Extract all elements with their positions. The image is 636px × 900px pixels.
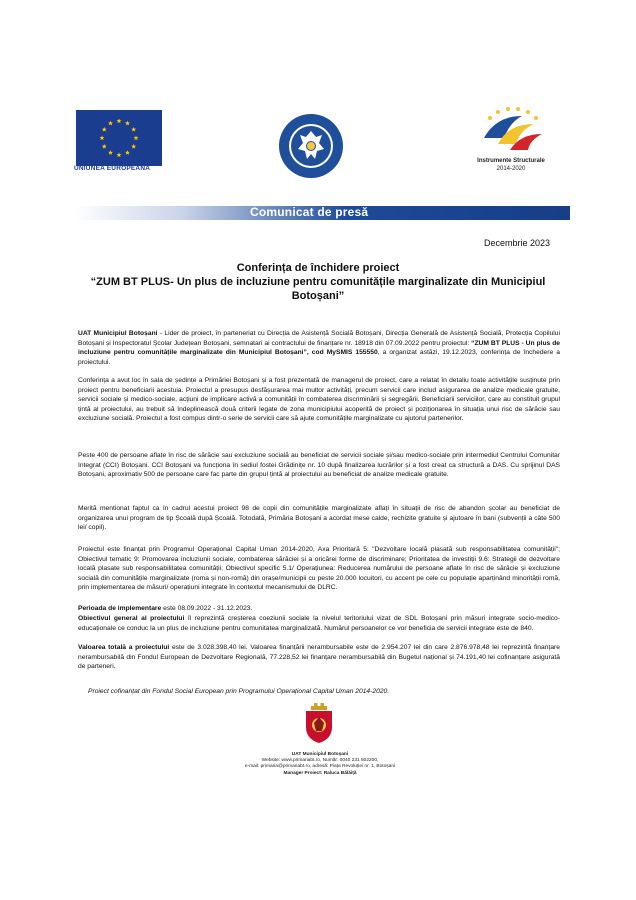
objective-label: Obiectivul general al proiectului [78, 615, 185, 622]
paragraph-period [78, 604, 560, 614]
is-label-years: 2014-2020 [496, 166, 526, 172]
paragraph-funding: Proiectul este finanțat prin Programul Operațional Capital Uman 2014-2020, Axa Prioritară 5: "Dezvoltare locală plasată sub responsabilitatea comunității"; Obiectivul tematic 9: Promovarea incluziunii sociale, combaterea sărăciei și a oricărei forme de discriminare; Prioritatea de investiții 9.6: Strategii de dezvoltare locală plasate sub responsabilitatea comunității; Obiectivul specific 5.1/ Operațiunea: Reducerea numărului de persoane aflate în risc de sărăcie și excluziune socială din comunitățile marginalizate (roma și non-romă) din orașe/municipii cu peste 20.000 locuitori, cu accent pe cele cu populație aparținând minorității romă, prin implementarea de măsuri/ operațiuni integrate în contextul mecanismului de DLRC. [78, 546, 560, 591]
footer-contact [200, 752, 440, 777]
period-text: este 08.09.2022 - 31.12.2023. [161, 605, 253, 612]
footer-line-4: Manager Proiect: Raluca Bălăiță [283, 770, 357, 776]
document-date: Decembrie 2023 [483, 238, 550, 248]
structural-instruments-label [452, 157, 570, 173]
intro-project: “ZUM BT PLUS - Un plus de incluziune pentru comunitățile marginalizate din Municipiul Botoșani”, cod MySMIS 155550 [78, 339, 560, 356]
is-label-text: Instrumente Structurale [477, 158, 545, 164]
paragraph-conference: Conferința a avut loc în sala de ședințe a Primăriei Botoșani și a fost prezentată de managerul de proiect, care a relatat în detaliu toate activitățile susținute prin proiect pentru beneficiarii acestuia. Proiectul a presupus desfășurarea mai multor activități, precum servicii care includ asigurarea de analize medicale gratuite, servicii sociale și medico-sociale, acțiuni de implicare activă a comunității în combaterea discriminării și segregării. Beneficiarii serviciilor, care au constituit grupul țintă al proiectului, au trebuit să îndeplinească două criterii legate de zona municipiului acoperită de proiect și poziționarea în situația unui risc de sărăcie sau excluziune socială. Proiectul a fost compus dintr-o serie de servicii care să ajute comunitățile marginalizate cu ajutorul partenerilor. [78, 377, 560, 422]
value-text: este de 3.028.398,40 lei. Valoarea finanțării nerambursabile este de 2.954.207 lei din care 2.876.978,48 lei reprezintă finanțare nerambursabilă din Fondul European de Dezvoltare Regională, 77.228,52 lei finanțare nerambursabilă din Bugetul național și 74.191,40 lei cofinanțare asigurată de parteneri. [78, 644, 560, 670]
paragraph-children: Merită mentionat faptul ca în cadrul acestui proiect 98 de copii din comunitățile marginalizate aflați în situații de risc de abandon școlar au beneficiat de organizarea unui program de tip Școală după Școală. Totodată, Primăria Botoșani a acordat mese calde, rechizite gratuite și ajutoare în bani (subvenții a câte 500 lei/ copil). [78, 505, 560, 531]
cofinancing-note: Proiect cofinanțat din Fondul Social European prin Programului Operațional Capital Uman 2014-2020. [88, 688, 390, 695]
footer-line-2: Website: www.primariabt.ro, Număr: 0040 231 502200, [261, 758, 379, 764]
intro-text-1: - Lider de proiect, în parteneriat cu Direcția de Asistență Socială Botoșani, Direcția Generală de Asistență Socială, Protecția Copilului Botoșani și Inspectoratul Școlar Județean Botoșani, semnatari ai contractului de finanțare nr. 18918 din 07.09.2022 pentru proiectul: [78, 330, 560, 347]
heading-line-2: “ZUM BT PLUS- Un plus de incluziune pentru comunitățile marginalizate din Municipiul Botoșani” [90, 276, 546, 302]
paragraph-services: Peste 400 de persoane aflate în risc de sărăcie sau excluziune socială au beneficiat de servicii sociale și/sau medico-sociale prin intermediul Centrului Comunitar Integrat (CCI) Botoșani. CCI Botoșani va funcționa în sediul fostei Grădinițe nr. 10 după finalizarea lucrărilor și a fost creat ca structură a DAS. Cu sprijinul DAS Botoșani, aproximativ 500 de persoane care fac parte din grupul țintă al proiectului au beneficiat de analize medicale gratuite. [78, 452, 560, 478]
footer-line-1: UAT Municipiul Botoșani [291, 752, 349, 757]
document-heading [80, 261, 556, 303]
paragraph-objective [78, 614, 560, 633]
value-label: Valoarea totală a proiectului [78, 644, 170, 651]
intro-text-2: , a organizat astăzi, 19.12.2023, conferința de închedere a proiectului. [78, 349, 560, 366]
government-seal-icon [278, 113, 344, 179]
heading-line-1: Conferința de închidere proiect [236, 262, 400, 274]
paragraph-value [78, 643, 560, 672]
coat-of-arms-icon [302, 703, 336, 743]
period-label: Perioada de implementare [78, 605, 162, 612]
eu-label: UNIUNEA EUROPEANĂ [74, 165, 151, 172]
objective-text: îl reprezintă creșterea coeziunii sociale la nivelul teritoriului vizat de SDL Botoșani prin măsuri integrate socio-medico-educaționale ce conduc la un plus de incluziune pentru comunitatea marginalizată. Numărul persoanelor ce vor beneficia de servicii integrate este de 840. [78, 615, 560, 632]
structural-instruments-logo [476, 104, 546, 156]
footer-line-3: e-mail: primaria@primariabt.ro, adresă: Piața Revoluției nr. 1, Botoșani [244, 764, 396, 770]
intro-lead: UAT Municipiul Botoșani [78, 330, 158, 337]
eu-flag-icon [76, 110, 162, 166]
banner-title: Comunicat de presă [250, 205, 369, 219]
paragraph-intro [78, 329, 560, 367]
